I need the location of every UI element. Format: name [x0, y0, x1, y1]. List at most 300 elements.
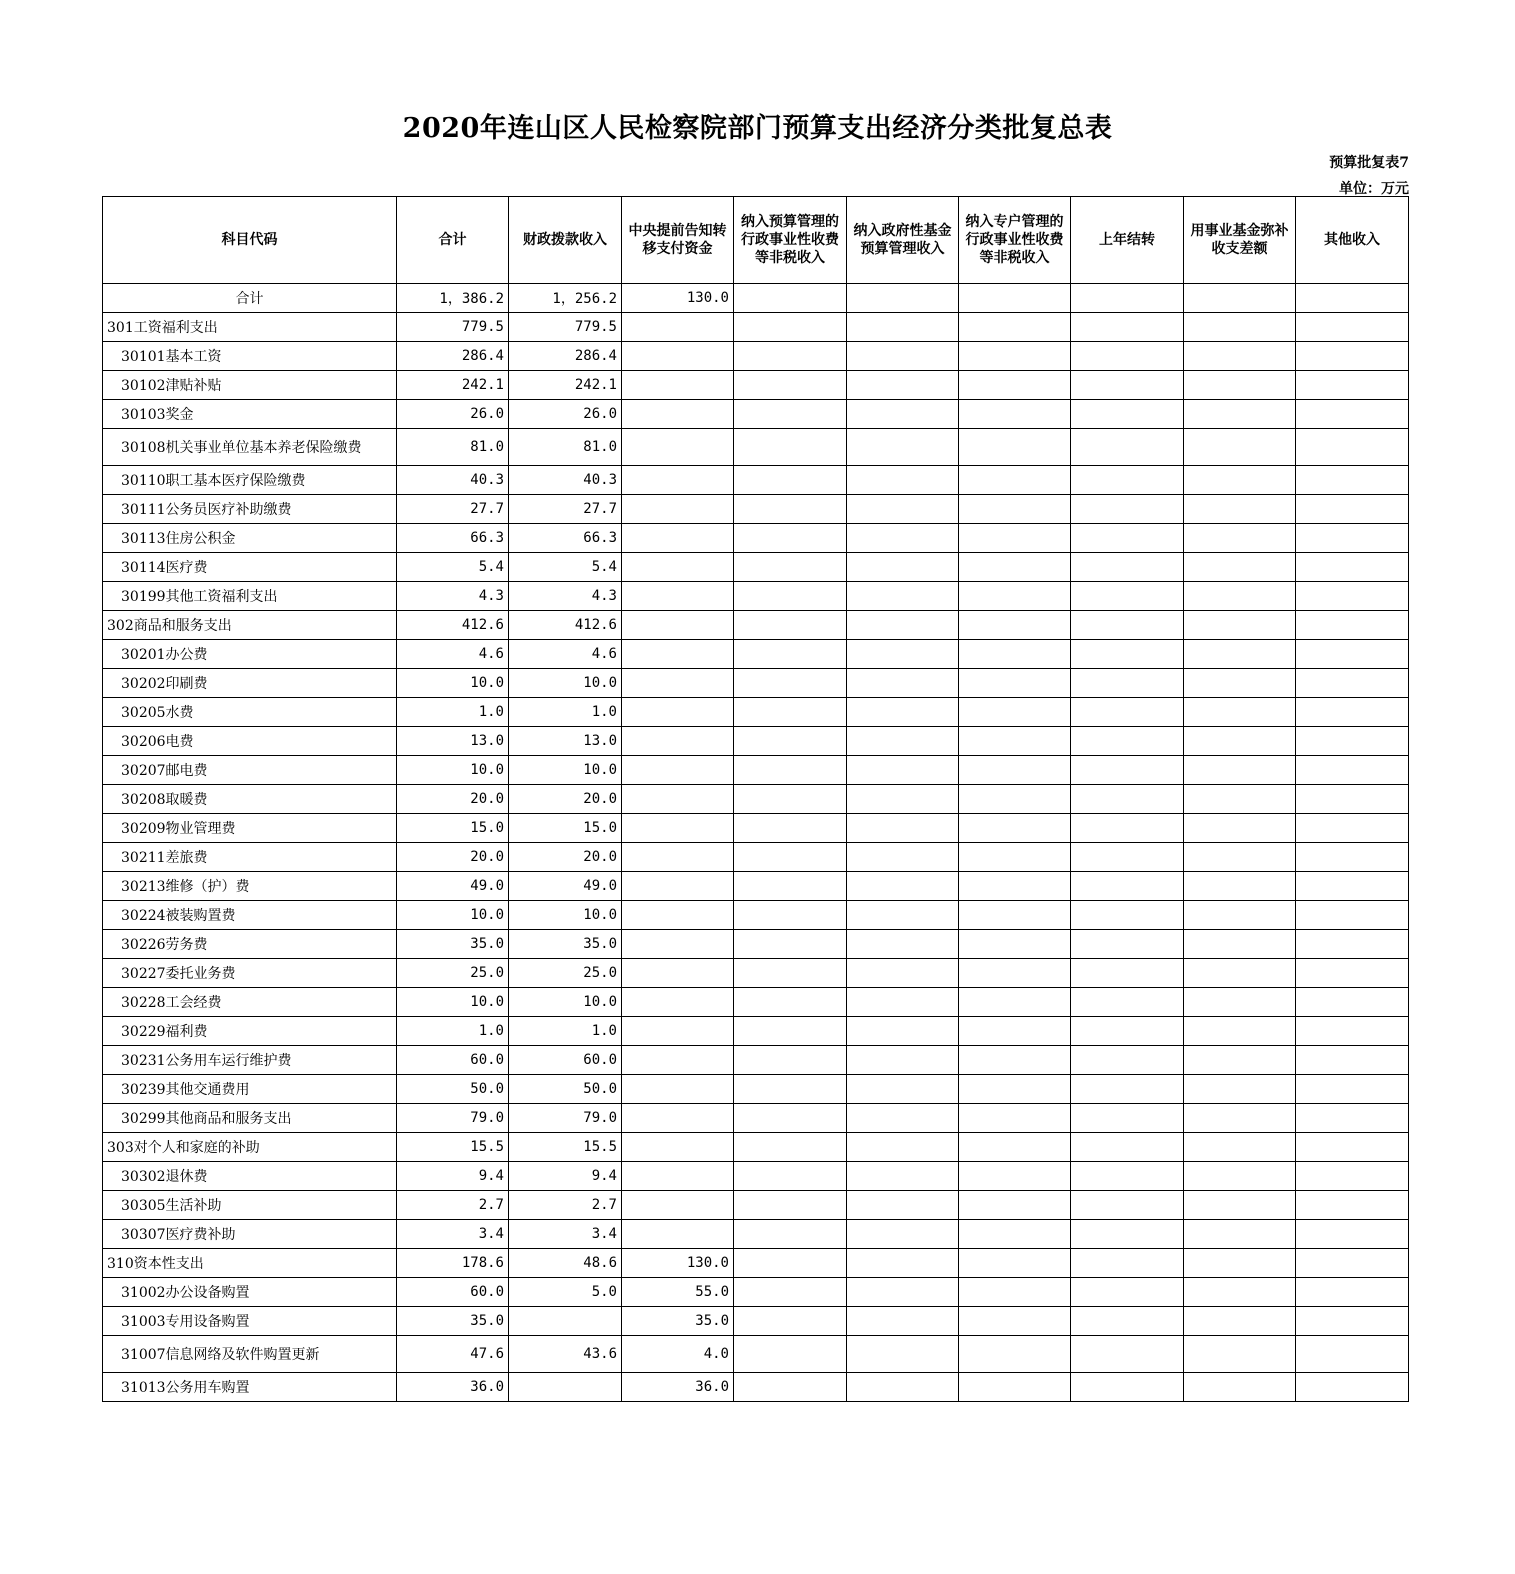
- value-cell: [959, 342, 1071, 371]
- value-cell: [847, 1104, 959, 1133]
- value-cell: [1071, 524, 1184, 553]
- value-cell: [1071, 1046, 1184, 1075]
- value-cell: 4.3: [509, 582, 622, 611]
- value-cell: [1296, 1162, 1409, 1191]
- value-cell: [847, 1307, 959, 1336]
- value-cell: [1184, 843, 1296, 872]
- value-cell: 10.0: [397, 988, 509, 1017]
- value-cell: [847, 814, 959, 843]
- value-cell: [847, 756, 959, 785]
- row-name-cell: 30201办公费: [103, 640, 397, 669]
- value-cell: 43.6: [509, 1336, 622, 1373]
- value-cell: [959, 1133, 1071, 1162]
- value-cell: [959, 1278, 1071, 1307]
- value-cell: 49.0: [509, 872, 622, 901]
- value-cell: [734, 466, 847, 495]
- value-cell: 130.0: [622, 1249, 734, 1278]
- value-cell: [1071, 727, 1184, 756]
- value-cell: [734, 843, 847, 872]
- value-cell: 779.5: [397, 313, 509, 342]
- value-cell: [959, 495, 1071, 524]
- row-name-cell: 30213维修（护）费: [103, 872, 397, 901]
- value-cell: [1296, 1249, 1409, 1278]
- col-header-fiscal: 财政拨款收入: [509, 197, 622, 284]
- value-cell: [1296, 756, 1409, 785]
- value-cell: 3.4: [509, 1220, 622, 1249]
- table-row: [103, 495, 1409, 524]
- row-name-cell: 30202印刷费: [103, 669, 397, 698]
- value-cell: [959, 901, 1071, 930]
- value-cell: [959, 814, 1071, 843]
- row-name-cell: 30227委托业务费: [103, 959, 397, 988]
- table-row: [103, 524, 1409, 553]
- value-cell: 4.0: [622, 1336, 734, 1373]
- value-cell: 15.0: [397, 814, 509, 843]
- value-cell: 40.3: [509, 466, 622, 495]
- value-cell: [1071, 640, 1184, 669]
- value-cell: [1071, 1373, 1184, 1402]
- value-cell: [622, 466, 734, 495]
- row-name-cell: 30101基本工资: [103, 342, 397, 371]
- value-cell: [847, 872, 959, 901]
- value-cell: [1071, 843, 1184, 872]
- value-cell: 60.0: [397, 1046, 509, 1075]
- value-cell: [959, 988, 1071, 1017]
- value-cell: [1071, 872, 1184, 901]
- table-row: [103, 959, 1409, 988]
- col-header-code: 科目代码: [103, 197, 397, 284]
- value-cell: [622, 1046, 734, 1075]
- value-cell: [734, 582, 847, 611]
- value-cell: [1296, 988, 1409, 1017]
- value-cell: [1296, 1133, 1409, 1162]
- value-cell: [1184, 400, 1296, 429]
- value-cell: [1296, 342, 1409, 371]
- value-cell: 1.0: [397, 1017, 509, 1046]
- value-cell: [1184, 930, 1296, 959]
- value-cell: 60.0: [509, 1046, 622, 1075]
- value-cell: [1071, 1307, 1184, 1336]
- value-cell: [847, 727, 959, 756]
- value-cell: 1，256.2: [509, 284, 622, 313]
- value-cell: [1184, 1104, 1296, 1133]
- value-cell: 79.0: [397, 1104, 509, 1133]
- value-cell: [1296, 582, 1409, 611]
- value-cell: [622, 640, 734, 669]
- value-cell: [1071, 611, 1184, 640]
- value-cell: [959, 313, 1071, 342]
- table-row: [103, 371, 1409, 400]
- value-cell: [1184, 872, 1296, 901]
- row-name-cell: 30229福利费: [103, 1017, 397, 1046]
- value-cell: [959, 959, 1071, 988]
- value-cell: [622, 371, 734, 400]
- value-cell: [847, 495, 959, 524]
- row-name-cell: 30299其他商品和服务支出: [103, 1104, 397, 1133]
- value-cell: 9.4: [509, 1162, 622, 1191]
- value-cell: [734, 611, 847, 640]
- value-cell: [622, 843, 734, 872]
- value-cell: [1184, 313, 1296, 342]
- table-row: [103, 1307, 1409, 1336]
- col-header-total: 合计: [397, 197, 509, 284]
- value-cell: 178.6: [397, 1249, 509, 1278]
- value-cell: 49.0: [397, 872, 509, 901]
- value-cell: [959, 1017, 1071, 1046]
- value-cell: [847, 1017, 959, 1046]
- value-cell: [1296, 1191, 1409, 1220]
- table-row: [103, 901, 1409, 930]
- value-cell: [1296, 843, 1409, 872]
- value-cell: [847, 466, 959, 495]
- value-cell: [847, 313, 959, 342]
- value-cell: [1184, 1220, 1296, 1249]
- value-cell: [1071, 371, 1184, 400]
- value-cell: [1184, 698, 1296, 727]
- value-cell: [1184, 959, 1296, 988]
- value-cell: 66.3: [509, 524, 622, 553]
- value-cell: 35.0: [622, 1307, 734, 1336]
- value-cell: [1296, 371, 1409, 400]
- value-cell: [1071, 429, 1184, 466]
- value-cell: [959, 1373, 1071, 1402]
- value-cell: [1184, 371, 1296, 400]
- value-cell: 10.0: [509, 669, 622, 698]
- value-cell: 20.0: [509, 843, 622, 872]
- value-cell: [734, 669, 847, 698]
- value-cell: [734, 1162, 847, 1191]
- value-cell: [622, 756, 734, 785]
- value-cell: [622, 785, 734, 814]
- value-cell: [847, 1133, 959, 1162]
- value-cell: [1184, 640, 1296, 669]
- table-code: 预算批复表7: [1329, 155, 1409, 171]
- value-cell: 286.4: [509, 342, 622, 371]
- value-cell: [1071, 400, 1184, 429]
- value-cell: [959, 582, 1071, 611]
- value-cell: [1184, 611, 1296, 640]
- value-cell: 130.0: [622, 284, 734, 313]
- value-cell: [959, 1249, 1071, 1278]
- value-cell: [1296, 785, 1409, 814]
- value-cell: [1184, 466, 1296, 495]
- table-row: [103, 553, 1409, 582]
- table-row: [103, 1220, 1409, 1249]
- value-cell: [959, 640, 1071, 669]
- value-cell: [959, 872, 1071, 901]
- row-name-cell: 30211差旅费: [103, 843, 397, 872]
- table-row: [103, 400, 1409, 429]
- value-cell: [734, 284, 847, 313]
- col-header-nontax-special: 纳入专户管理的行政事业性收费等非税收入: [959, 197, 1071, 284]
- row-name-cell: 302商品和服务支出: [103, 611, 397, 640]
- table-row: [103, 669, 1409, 698]
- value-cell: 48.6: [509, 1249, 622, 1278]
- value-cell: 5.4: [509, 553, 622, 582]
- value-cell: 10.0: [509, 756, 622, 785]
- value-cell: [622, 1017, 734, 1046]
- value-cell: 2.7: [509, 1191, 622, 1220]
- value-cell: [959, 466, 1071, 495]
- value-cell: [959, 669, 1071, 698]
- value-cell: [734, 988, 847, 1017]
- value-cell: 10.0: [509, 988, 622, 1017]
- header-row: [103, 197, 1409, 284]
- value-cell: [1296, 611, 1409, 640]
- table-row: [103, 1133, 1409, 1162]
- value-cell: [734, 1336, 847, 1373]
- value-cell: 26.0: [397, 400, 509, 429]
- value-cell: [622, 1133, 734, 1162]
- value-cell: 9.4: [397, 1162, 509, 1191]
- value-cell: [959, 930, 1071, 959]
- value-cell: [1184, 785, 1296, 814]
- value-cell: [959, 1046, 1071, 1075]
- value-cell: [1296, 1373, 1409, 1402]
- value-cell: [847, 785, 959, 814]
- value-cell: [734, 814, 847, 843]
- table-row: [103, 429, 1409, 466]
- table-body: [103, 284, 1409, 1402]
- value-cell: [1184, 284, 1296, 313]
- value-cell: [847, 553, 959, 582]
- value-cell: 4.3: [397, 582, 509, 611]
- value-cell: [1184, 1249, 1296, 1278]
- value-cell: [847, 342, 959, 371]
- value-cell: [1296, 1104, 1409, 1133]
- value-cell: [1296, 1307, 1409, 1336]
- value-cell: [622, 1075, 734, 1104]
- value-cell: [734, 371, 847, 400]
- table-row: [103, 727, 1409, 756]
- row-name-cell: 310资本性支出: [103, 1249, 397, 1278]
- value-cell: [1296, 400, 1409, 429]
- value-cell: [1071, 1278, 1184, 1307]
- value-cell: [847, 1162, 959, 1191]
- value-cell: 5.4: [397, 553, 509, 582]
- row-name-cell: 30199其他工资福利支出: [103, 582, 397, 611]
- value-cell: [1184, 814, 1296, 843]
- table-row: [103, 1104, 1409, 1133]
- value-cell: 1.0: [509, 698, 622, 727]
- table-row: [103, 313, 1409, 342]
- row-name-cell: 30111公务员医疗补助缴费: [103, 495, 397, 524]
- value-cell: [622, 1162, 734, 1191]
- value-cell: 47.6: [397, 1336, 509, 1373]
- row-name-cell: 31013公务用车购置: [103, 1373, 397, 1402]
- value-cell: [1071, 1191, 1184, 1220]
- value-cell: [734, 901, 847, 930]
- value-cell: [622, 1191, 734, 1220]
- value-cell: 412.6: [509, 611, 622, 640]
- value-cell: [847, 640, 959, 669]
- col-header-nontax-budget: 纳入预算管理的行政事业性收费等非税收入: [734, 197, 847, 284]
- table-row: [103, 342, 1409, 371]
- value-cell: [1071, 988, 1184, 1017]
- value-cell: [959, 756, 1071, 785]
- value-cell: [1296, 930, 1409, 959]
- value-cell: [734, 313, 847, 342]
- value-cell: [1184, 1133, 1296, 1162]
- table-row: [103, 756, 1409, 785]
- row-name-cell: 30108机关事业单位基本养老保险缴费: [103, 429, 397, 466]
- value-cell: [734, 495, 847, 524]
- value-cell: [622, 313, 734, 342]
- value-cell: 36.0: [622, 1373, 734, 1402]
- value-cell: [959, 400, 1071, 429]
- value-cell: [959, 785, 1071, 814]
- value-cell: [734, 1046, 847, 1075]
- value-cell: [1071, 1075, 1184, 1104]
- value-cell: [1071, 756, 1184, 785]
- value-cell: [1296, 284, 1409, 313]
- value-cell: [1296, 466, 1409, 495]
- value-cell: [959, 611, 1071, 640]
- page-title: 2020年连山区人民检察院部门预算支出经济分类批复总表: [402, 113, 1113, 144]
- value-cell: [959, 553, 1071, 582]
- value-cell: 20.0: [397, 843, 509, 872]
- value-cell: [959, 1104, 1071, 1133]
- row-name-cell: 30305生活补助: [103, 1191, 397, 1220]
- value-cell: [734, 959, 847, 988]
- value-cell: 1，386.2: [397, 284, 509, 313]
- value-cell: [509, 1307, 622, 1336]
- col-header-other: 其他收入: [1296, 197, 1409, 284]
- row-name-cell: 301工资福利支出: [103, 313, 397, 342]
- value-cell: [1071, 342, 1184, 371]
- value-cell: 35.0: [397, 930, 509, 959]
- value-cell: 412.6: [397, 611, 509, 640]
- row-name-cell: 30207邮电费: [103, 756, 397, 785]
- value-cell: 15.5: [397, 1133, 509, 1162]
- value-cell: [622, 582, 734, 611]
- value-cell: [622, 429, 734, 466]
- value-cell: [1184, 1336, 1296, 1373]
- value-cell: [1184, 727, 1296, 756]
- value-cell: [734, 1133, 847, 1162]
- value-cell: [622, 1220, 734, 1249]
- row-name-cell: 30224被装购置费: [103, 901, 397, 930]
- value-cell: [847, 1278, 959, 1307]
- col-header-gov-fund: 纳入政府性基金预算管理收入: [847, 197, 959, 284]
- value-cell: [1184, 988, 1296, 1017]
- value-cell: 36.0: [397, 1373, 509, 1402]
- value-cell: [1296, 727, 1409, 756]
- table-row: [103, 1017, 1409, 1046]
- row-name-cell: 30307医疗费补助: [103, 1220, 397, 1249]
- value-cell: 15.5: [509, 1133, 622, 1162]
- value-cell: [1184, 524, 1296, 553]
- value-cell: [622, 698, 734, 727]
- value-cell: [959, 429, 1071, 466]
- value-cell: [622, 901, 734, 930]
- col-header-central-transfer: 中央提前告知转移支付资金: [622, 197, 734, 284]
- value-cell: [1296, 524, 1409, 553]
- value-cell: [1071, 1104, 1184, 1133]
- unit-label: 单位：万元: [1339, 181, 1409, 197]
- value-cell: [1071, 1220, 1184, 1249]
- row-name-cell: 30209物业管理费: [103, 814, 397, 843]
- value-cell: [1296, 1278, 1409, 1307]
- value-cell: [847, 669, 959, 698]
- table-row: [103, 1162, 1409, 1191]
- table-row: [103, 466, 1409, 495]
- value-cell: [847, 429, 959, 466]
- value-cell: 13.0: [509, 727, 622, 756]
- value-cell: [959, 1220, 1071, 1249]
- value-cell: [1296, 1046, 1409, 1075]
- value-cell: [1071, 1162, 1184, 1191]
- value-cell: 20.0: [397, 785, 509, 814]
- value-cell: [622, 342, 734, 371]
- value-cell: [1184, 1162, 1296, 1191]
- value-cell: 35.0: [509, 930, 622, 959]
- value-cell: [622, 1104, 734, 1133]
- value-cell: [847, 371, 959, 400]
- value-cell: [734, 1017, 847, 1046]
- value-cell: 779.5: [509, 313, 622, 342]
- row-name-cell: 30114医疗费: [103, 553, 397, 582]
- value-cell: [622, 988, 734, 1017]
- value-cell: [1296, 313, 1409, 342]
- value-cell: 3.4: [397, 1220, 509, 1249]
- value-cell: [847, 1075, 959, 1104]
- value-cell: [734, 1075, 847, 1104]
- row-name-cell: 30228工会经费: [103, 988, 397, 1017]
- row-name-cell: 30103奖金: [103, 400, 397, 429]
- value-cell: [1296, 901, 1409, 930]
- row-name-cell: 30302退休费: [103, 1162, 397, 1191]
- row-name-cell: 30205水费: [103, 698, 397, 727]
- value-cell: [1071, 1133, 1184, 1162]
- value-cell: [1184, 1373, 1296, 1402]
- value-cell: [847, 698, 959, 727]
- value-cell: [1184, 553, 1296, 582]
- value-cell: [959, 524, 1071, 553]
- value-cell: [1184, 495, 1296, 524]
- value-cell: 1.0: [509, 1017, 622, 1046]
- value-cell: [622, 930, 734, 959]
- value-cell: [1071, 1336, 1184, 1373]
- value-cell: [847, 611, 959, 640]
- value-cell: [847, 930, 959, 959]
- value-cell: [1184, 1046, 1296, 1075]
- table-row: [103, 1191, 1409, 1220]
- value-cell: [1184, 669, 1296, 698]
- value-cell: [847, 1373, 959, 1402]
- value-cell: [734, 872, 847, 901]
- value-cell: 13.0: [397, 727, 509, 756]
- value-cell: [847, 284, 959, 313]
- value-cell: [1071, 1249, 1184, 1278]
- value-cell: [734, 429, 847, 466]
- value-cell: 1.0: [397, 698, 509, 727]
- value-cell: [959, 1336, 1071, 1373]
- value-cell: 4.6: [397, 640, 509, 669]
- table-row: [103, 785, 1409, 814]
- value-cell: [734, 342, 847, 371]
- value-cell: [1071, 814, 1184, 843]
- value-cell: [959, 371, 1071, 400]
- value-cell: 50.0: [397, 1075, 509, 1104]
- row-name-cell: 31007信息网络及软件购置更新: [103, 1336, 397, 1373]
- value-cell: [734, 930, 847, 959]
- row-name-cell: 30208取暖费: [103, 785, 397, 814]
- value-cell: 10.0: [509, 901, 622, 930]
- value-cell: [1184, 1278, 1296, 1307]
- value-cell: [622, 611, 734, 640]
- row-name-cell: 31002办公设备购置: [103, 1278, 397, 1307]
